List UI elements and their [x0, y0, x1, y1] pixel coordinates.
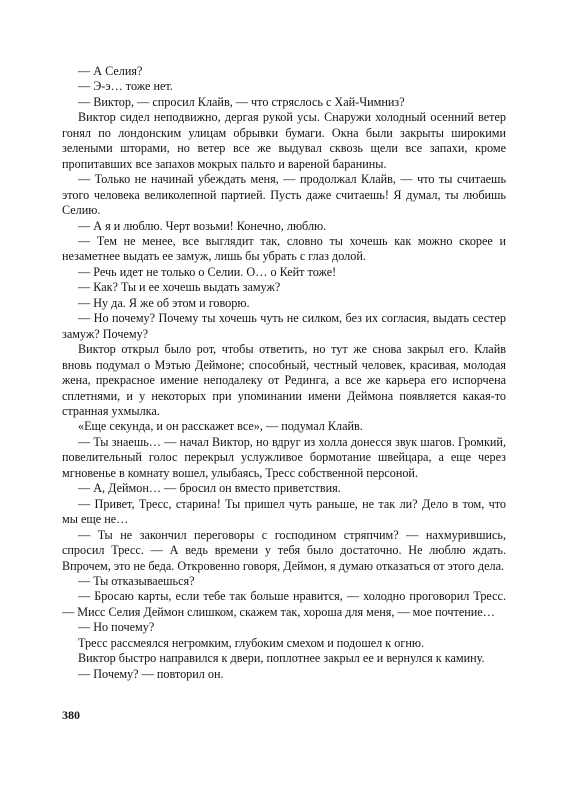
paragraph: — А я и люблю. Черт возьми! Конечно, люблю.: [78, 218, 327, 233]
paragraph: — Как? Ты и ее хочешь выдать замуж?: [78, 280, 281, 295]
paragraph: — Почему? — повторил он.: [78, 666, 224, 681]
paragraph: — Но почему?: [78, 620, 155, 635]
paragraph: — А, Деймон… — бросил он вместо приветствия.: [78, 481, 341, 496]
paragraph: — Ну да. Я же об этом и говорю.: [78, 295, 250, 310]
page-number: 380: [62, 708, 80, 722]
paragraph: — Речь идет не только о Селии. О… о Кейт тоже!: [78, 264, 337, 279]
paragraph: Виктор открыл было рот, чтобы ответить, но тут же снова закрыл его. Клайв вновь подумал о Мэтью Деймоне; способный, честный человек, красивая, молодая жена, прекрасное имение неподалеку от Рединга, а все же карьера его испорчена сплетнями, и у некоторых при упоминании имени Деймона появляется какая-то странная ухмылка.: [62, 342, 506, 418]
paragraph: Виктор быстро направился к двери, поплотнее закрыл ее и вернулся к камину.: [78, 651, 485, 666]
paragraph: — Бросаю карты, если тебе так больше нравится, — холодно проговорил Тресс. — Мисс Селия Деймон слишком, скажем так, хороша для меня, — мое почтение…: [62, 589, 506, 619]
paragraph: — А Селия?: [78, 64, 143, 78]
paragraph: — Ты отказываешься?: [78, 573, 195, 588]
paragraph: Виктор сидел неподвижно, дергая рукой усы. Снаружи холодный осенний ветер гонял по лондонским улицам обрывки бумаги. Окна были закрыты широкими зелеными шторами, но ветер все же выдувал сквозь щели все запахи, кроме пропитавших все запахов мокрых пальто и вареной баранины.: [62, 110, 506, 171]
page-text: [62, 64, 506, 682]
paragraph: — Ты знаешь… — начал Виктор, но вдруг из холла донесся звук шагов. Громкий, повелительный голос перекрыл услужливое бормотание швейцара, а еще через мгновенье в комнату вошел, улыбаясь, Тресс собственной персоной.: [62, 434, 506, 480]
paragraph: — Тем не менее, все выглядит так, словно ты хочешь как можно скорее и незаметнее выдать ее замуж, лишь бы убрать с глаз долой.: [62, 233, 506, 264]
paragraph: — Ты не закончил переговоры с господином стряпчим? — нахмурившись, спросил Тресс. — А ведь времени у тебя было достаточно. Не люблю ждать. Впрочем, это не беда. Откровенно говоря, Деймон, я думаю отказаться от этого дела.: [62, 527, 506, 573]
paragraph: — Только не начинай убеждать меня, — продолжал Клайв, — что ты считаешь этого человека великолепной партией. Пусть даже считаешь! Я думал, ты любишь Селию.: [62, 172, 506, 218]
paragraph: «Еще секунда, и он расскажет все», — подумал Клайв.: [78, 419, 363, 434]
paragraph: — Но почему? Почему ты хочешь чуть не силком, без их согласия, выдать сестер замуж? Почему?: [62, 311, 506, 341]
paragraph: — Виктор, — спросил Клайв, — что стряслось с Хай-Чимниз?: [78, 94, 405, 109]
paragraph: — Э-э… тоже нет.: [78, 79, 173, 94]
paragraph: — Привет, Тресс, старина! Ты пришел чуть раньше, не так ли? Дело в том, что мы еще не…: [62, 496, 506, 527]
paragraph: Тресс рассмеялся негромким, глубоким смехом и подошел к огню.: [78, 635, 424, 650]
